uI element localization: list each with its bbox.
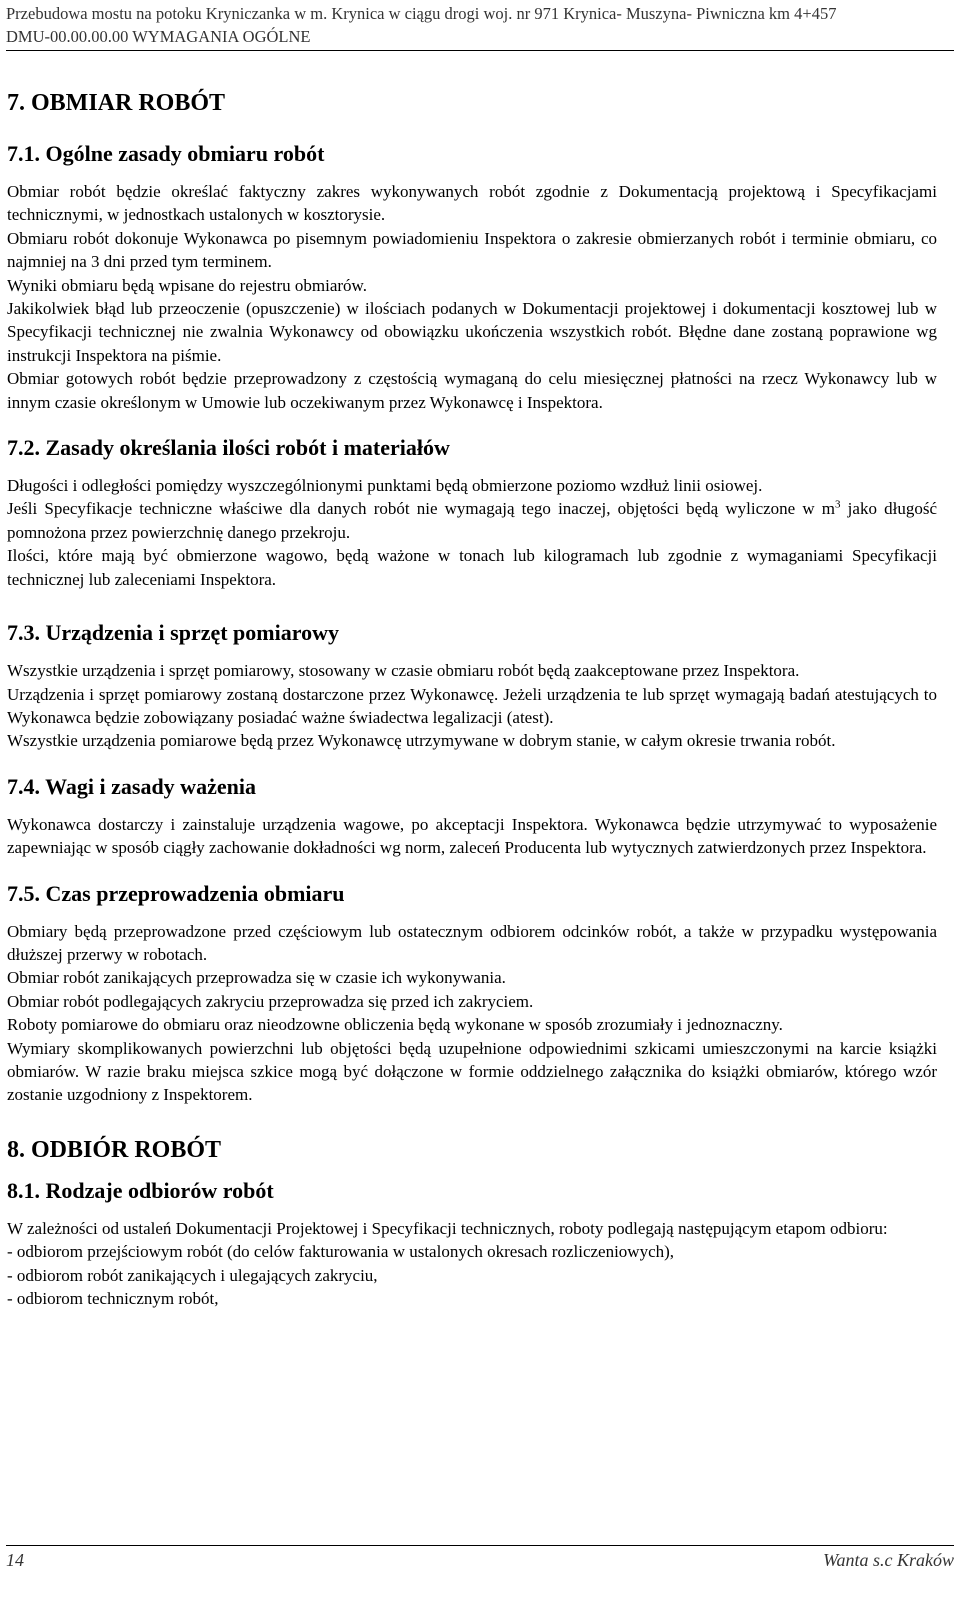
paragraph-text: Jeśli Specyfikacje techniczne właściwe dla danych robót nie wymagają tego inaczej, objętości będą wyliczone w m [7,499,836,519]
list-item: - odbiorom technicznym robót, [7,1289,219,1308]
paragraph: Obmiaru robót dokonuje Wykonawca po pisemnym powiadomieniu Inspektora o zakresie obmierzanych robót i terminie obmiaru, co najmniej na 3 dni przed tym terminem. [7,228,937,272]
paragraph: W zależności od ustaleń Dokumentacji Projektowej i Specyfikacji technicznych, roboty podlegają następującym etapom odbioru: [7,1218,888,1238]
page-footer [6,1545,954,1572]
footer-company: Wanta s.c Kraków [823,1550,954,1570]
document-body [7,88,937,1310]
section-7-5-title: 7.5. Czas przeprowadzenia obmiaru [7,880,345,906]
page-header [6,2,954,51]
paragraph: Obmiar robót podlegających zakryciu przeprowadza się przed ich zakryciem. [7,991,534,1011]
paragraph: Wszystkie urządzenia i sprzęt pomiarowy, stosowany w czasie obmiaru robót będą zaakceptowane przez Inspektora. [7,661,800,681]
section-7-title: 7. OBMIAR ROBÓT [7,90,226,116]
paragraph: Jakikolwiek błąd lub przeoczenie (opuszczenie) w ilościach podanych w Dokumentacji projektowej i dokumentacji kosztowej lub w Specyfikacji technicznej nie zwalnia Wykonawcy od obowiązku ukończenia wszystkich robót. Błędne dane zostaną poprawione wg instrukcji Inspektora na piśmie. [7,299,937,365]
paragraph: Obmiary będą przeprowadzone przed częściowym lub ostatecznym odbiorem odcinków robót, a także w przypadku występowania dłuższej przerwy w robotach. [7,921,937,964]
header-project-title: Przebudowa mostu na potoku Kryniczanka w m. Krynica w ciągu drogi woj. nr 971 Krynica- Muszyna- Piwniczna km 4+457 [6,4,837,23]
section-7-2-title: 7.2. Zasady określania ilości robót i materiałów [7,435,450,461]
footer-divider [6,1545,954,1546]
superscript: 3 [835,498,841,511]
section-7-3-title: 7.3. Urządzenia i sprzęt pomiarowy [7,620,339,646]
paragraph: Wyniki obmiaru będą wpisane do rejestru obmiarów. [7,275,367,295]
section-7-1-title: 7.1. Ogólne zasady obmiaru robót [7,141,325,166]
list-item: - odbiorom robót zanikających i ulegających zakryciu, [7,1265,378,1285]
paragraph: Obmiar gotowych robót będzie przeprowadzony z częstością wymaganą do celu miesięcznej płatności na rzecz Wykonawcy lub w innym czasie określonym w Umowie lub oczekiwanym przez Wykonawcę i Inspektora. [7,369,937,412]
page-number: 14 [6,1550,24,1570]
paragraph: Wymiary skomplikowanych powierzchni lub objętości będą uzupełnione odpowiednimi szkicami umieszczonymi na karcie książki obmiarów. W razie braku miejsca szkice mogą być dołączone w formie oddzielnego załącznika do książki obmiarów, którego wzór zostanie uzgodniony z Inspektorem. [7,1038,937,1105]
section-8-1-title: 8.1. Rodzaje odbiorów robót [7,1177,274,1203]
paragraph-volume [7,497,937,544]
paragraph: Urządzenia i sprzęt pomiarowy zostaną dostarczone przez Wykonawcę. Jeżeli urządzenia te lub sprzęt wymagają badań atestujących to Wykonawca będzie zobowiązany posiadać ważne świadectwa legalizacji (atest). [7,684,937,727]
paragraph: Ilości, które mają być obmierzone wagowo, będą ważone w tonach lub kilogramach lub zgodnie z wymaganiami Specyfikacji technicznej lub zaleceniami Inspektora. [7,546,937,589]
paragraph: Wszystkie urządzenia pomiarowe będą przez Wykonawcę utrzymywane w dobrym stanie, w całym okresie trwania robót. [7,731,836,751]
paragraph: Wykonawca dostarczy i zainstaluje urządzenia wagowe, po akceptacji Inspektora. Wykonawca będzie utrzymywać to wyposażenie zapewniając w sposób ciągły zachowanie dokładności wg norm, zaleceń Producenta lub wytycznych zatwierdzonych przez Inspektora. [7,814,937,858]
paragraph: Długości i odległości pomiędzy wyszczególnionymi punktami będą obmierzone poziomo wzdłuż linii osiowej. [7,476,763,496]
header-divider [6,50,954,51]
header-document-code: DMU-00.00.00.00 WYMAGANIA OGÓLNE [6,27,311,46]
section-7-4-title: 7.4. Wagi i zasady ważenia [7,773,256,799]
paragraph: Roboty pomiarowe do obmiaru oraz nieodzowne obliczenia będą wykonane w sposób zrozumiały i jednoznaczny. [7,1015,783,1035]
list-item: - odbiorom przejściowym robót (do celów fakturowania w ustalonych okresach rozliczeniowych), [7,1242,675,1262]
section-8-title: 8. ODBIÓR ROBÓT [7,1136,222,1163]
paragraph: Obmiar robót zanikających przeprowadza się w czasie ich wykonywania. [7,968,506,988]
paragraph-text: jako długość pomnożona przez powierzchnię danego przekroju. [7,499,937,542]
paragraph: Obmiar robót będzie określać faktyczny zakres wykonywanych robót zgodnie z Dokumentacją projektową i Specyfikacjami technicznymi, w jednostkach ustalonych w kosztorysie. [7,182,937,225]
